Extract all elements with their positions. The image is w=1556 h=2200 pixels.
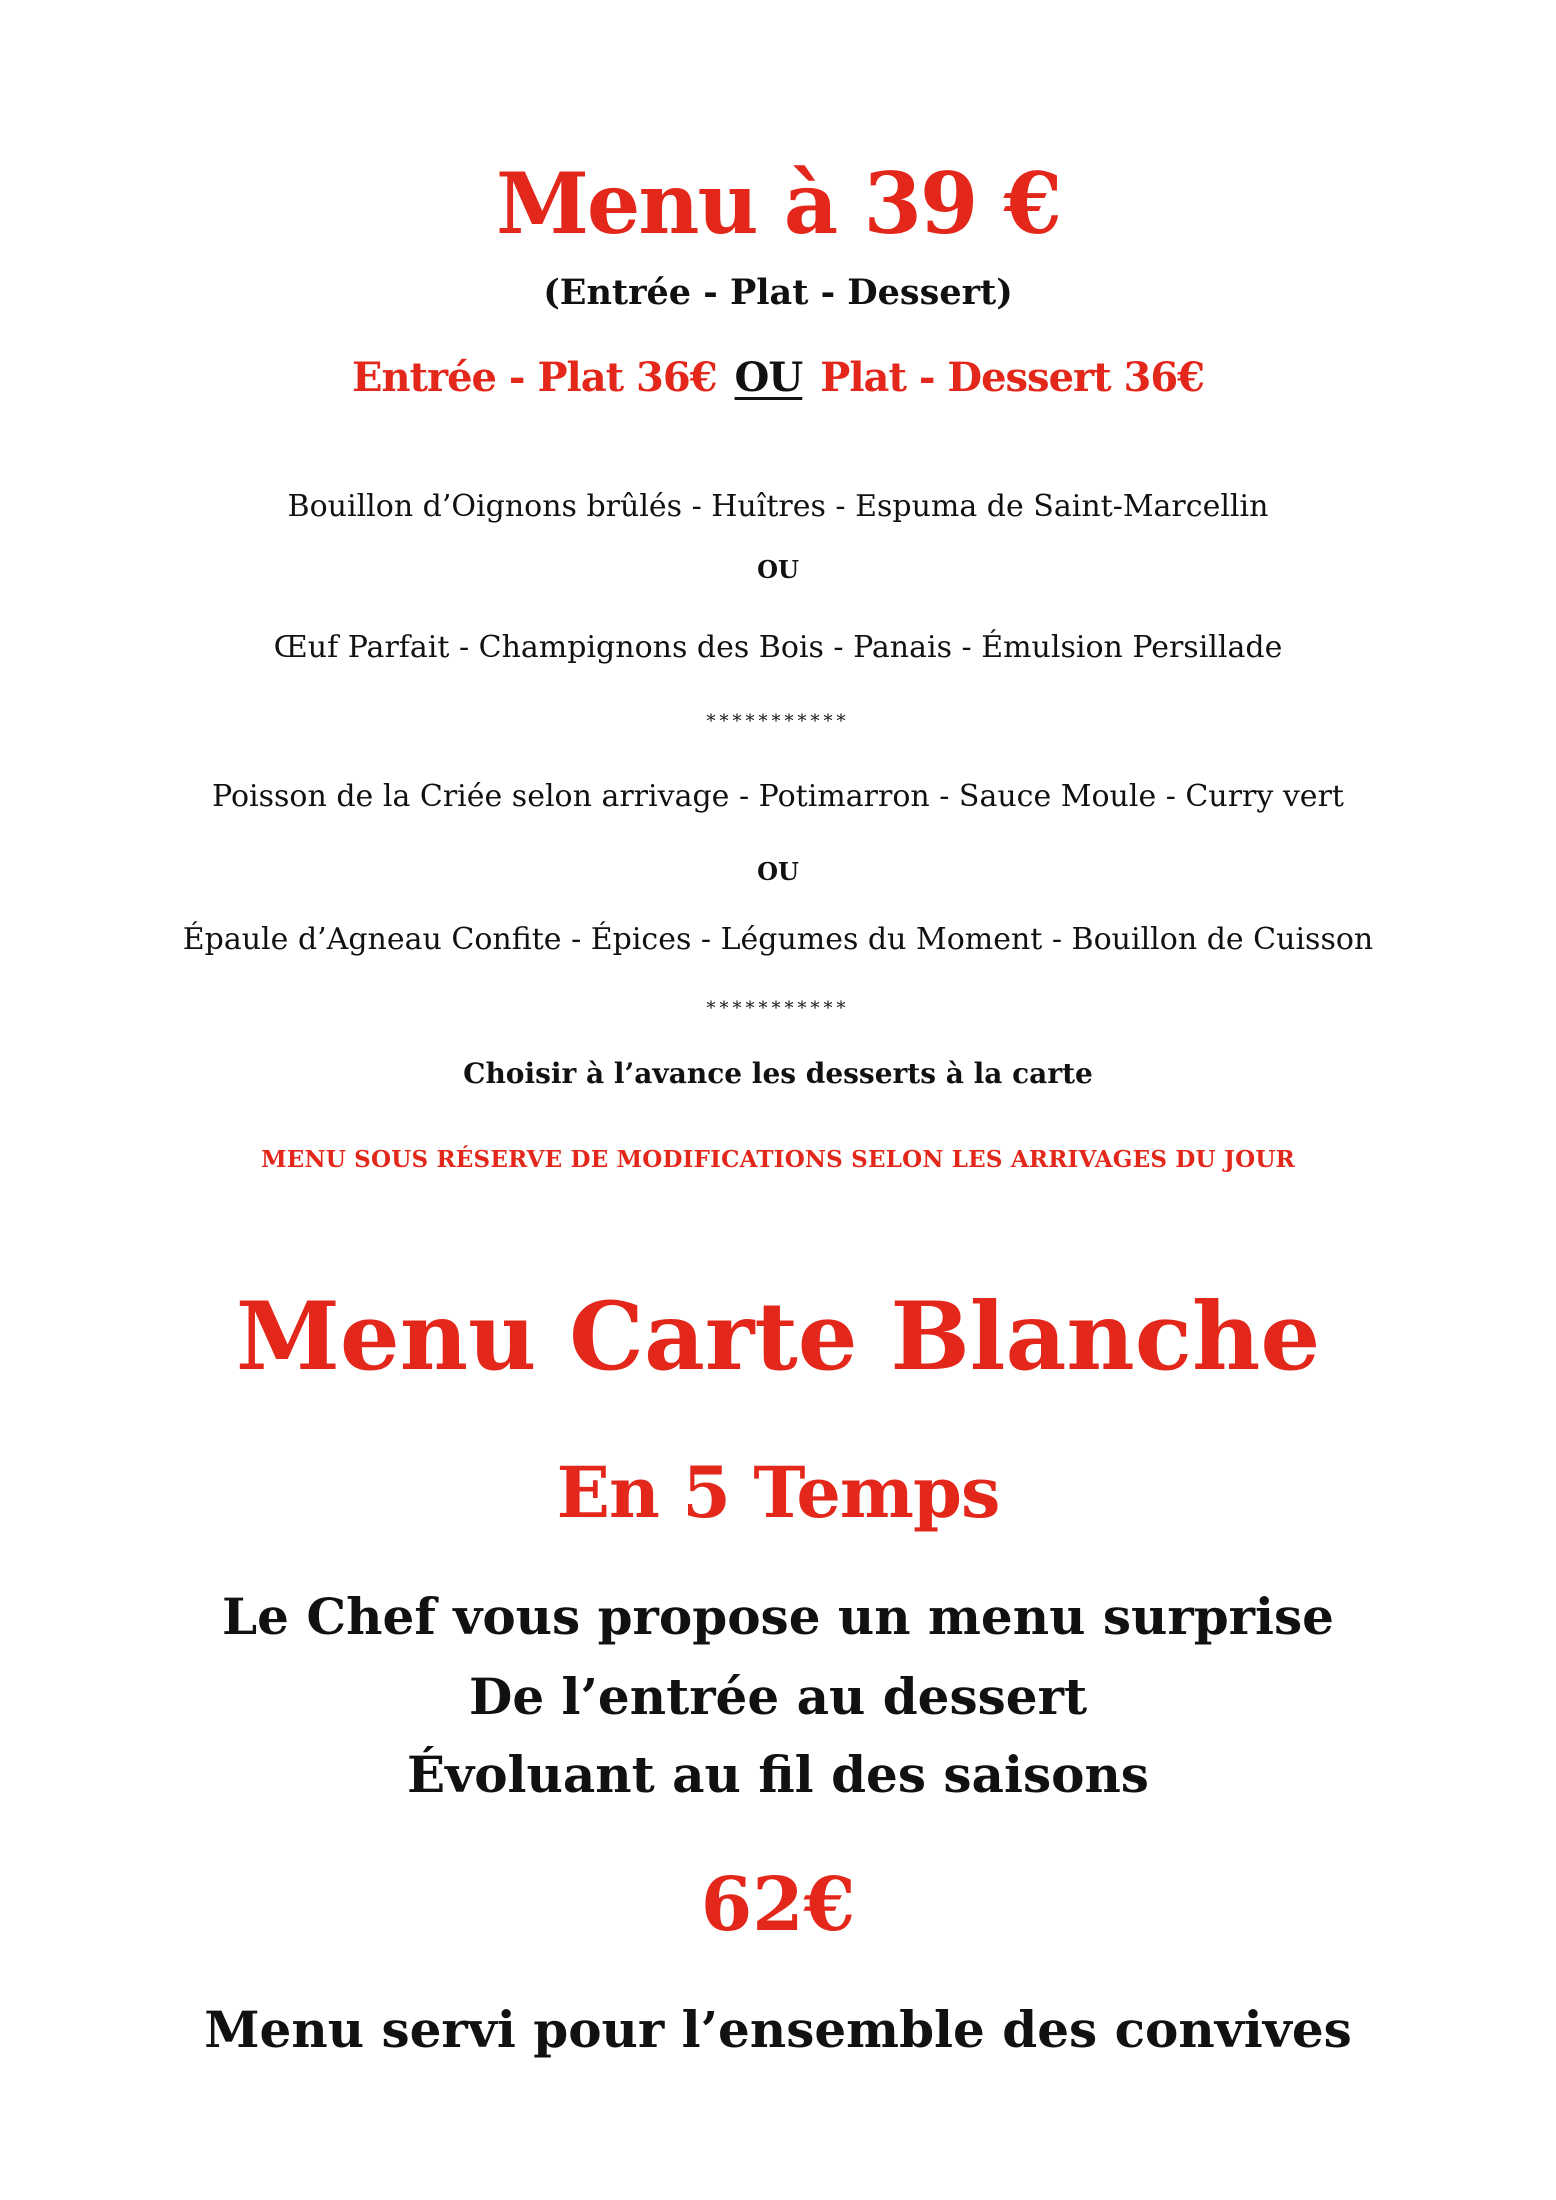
menu-39-title: Menu à 39 €: [495, 154, 1061, 253]
option-or-separator: OU: [734, 354, 803, 401]
or-separator-plats: OU: [757, 857, 799, 886]
menu-options-line: [0, 354, 1556, 401]
dish-entree-2: Œuf Parfait - Champignons des Bois - Panais - Émulsion Persillade: [273, 630, 1283, 665]
star-separator-2: ***********: [706, 998, 850, 1019]
reserve-note: MENU SOUS RÉSERVE DE MODIFICATIONS SELON LES ARRIVAGES DU JOUR: [261, 1146, 1295, 1173]
dish-plat-2: Épaule d’Agneau Confite - Épices - Légumes du Moment - Bouillon de Cuisson: [182, 922, 1374, 957]
desserts-note: Choisir à l’avance les desserts à la carte: [463, 1057, 1093, 1090]
carte-blanche-description-2: De l’entrée au dessert: [468, 1667, 1088, 1726]
carte-blanche-description-1: Le Chef vous propose un menu surprise: [222, 1587, 1334, 1646]
option-plat-dessert: Plat - Dessert 36€: [820, 354, 1204, 401]
dish-entree-1: Bouillon d’Oignons brûlés - Huîtres - Espuma de Saint-Marcellin: [287, 489, 1269, 524]
menu-carte-blanche-subtitle: En 5 Temps: [556, 1451, 1000, 1534]
served-note: Menu servi pour l’ensemble des convives: [204, 2000, 1352, 2059]
dish-plat-1: Poisson de la Criée selon arrivage - Potimarron - Sauce Moule - Curry vert: [212, 779, 1344, 814]
menu-39-subtitle: (Entrée - Plat - Dessert): [543, 272, 1013, 313]
menu-carte-blanche-title: Menu Carte Blanche: [235, 1282, 1321, 1392]
star-separator-1: ***********: [706, 711, 850, 732]
carte-blanche-description-3: Évoluant au fil des saisons: [407, 1745, 1149, 1804]
option-entree-plat: Entrée - Plat 36€: [351, 354, 717, 401]
or-separator-entrees: OU: [757, 555, 799, 584]
carte-blanche-price: 62€: [700, 1862, 856, 1948]
